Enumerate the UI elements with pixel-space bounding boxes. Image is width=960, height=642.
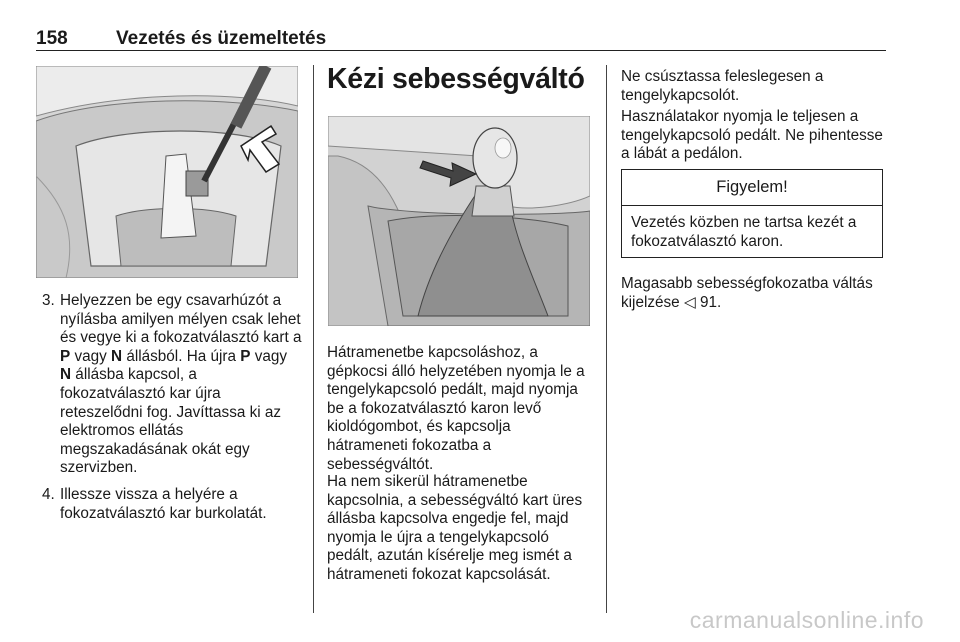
paragraph: Használatakor nyomja le teljesen a tengelykapcsoló pedált. Ne pihentesse a lábát a pedálon. (621, 108, 883, 163)
screwdriver-illustration (36, 66, 298, 278)
page-reference-link[interactable]: 91 (699, 293, 717, 311)
column-divider (606, 65, 607, 613)
notice-body: Vezetés közben ne tartsa kezét a fokozatválasztó karon. (631, 214, 857, 250)
column-divider (313, 65, 314, 613)
paragraph: Magasabb sebességfokozatba váltás kijelzése ◁ 91. (621, 275, 873, 311)
paragraph: Ne csúsztassa feleslegesen a tengelykapcsolót. (621, 68, 824, 104)
list-item: 3. Helyezzen be egy csavarhúzót a nyílásba amilyen mélyen csak lehet és vegye ki a fokozatválasztó kart a P vagy N állásból. Ha újra P vagy N állásba kapcsol, a fokozatválasztó kar újra reteszelődni fog. Javíttassa ki az elektromos ellátás megszakadásának okát egy szervizben. (42, 292, 302, 477)
list-item: 4. Illessze vissza a helyére a fokozatválasztó kar burkolatát. (42, 485, 267, 522)
gear-lever-illustration (328, 116, 590, 326)
notice-box (621, 169, 883, 258)
page-header (36, 20, 886, 51)
step-number: 4. (42, 485, 55, 503)
page-reference-icon: ◁ (683, 293, 696, 311)
notice-heading: Figyelem! (622, 170, 882, 206)
step-number: 3. (42, 292, 55, 309)
paragraph: Ha nem sikerül hátramenetbe kapcsolnia, a sebességváltó kart üres állásba kapcsolva engedje fel, majd nyomja le újra a tengelykapcsoló pedált, azután kísérelje meg ismét a hátrameneti fokozat kapcsolását. (327, 473, 583, 583)
watermark: carmanualsonline.info (689, 607, 924, 633)
section-title: Kézi sebességváltó (327, 63, 585, 95)
paragraph: Hátramenetbe kapcsoláshoz, a gépkocsi álló helyzetében nyomja le a tengelykapcsoló pedált, majd nyomja be a fokozatválasztó karon levő kioldógombot, és kapcsolja hátrameneti fokozatba a sebességváltót. (327, 344, 585, 473)
page-number: 158 (36, 28, 68, 49)
page-title: Vezetés és üzemeltetés (116, 28, 327, 49)
instruction-steps (34, 292, 302, 531)
